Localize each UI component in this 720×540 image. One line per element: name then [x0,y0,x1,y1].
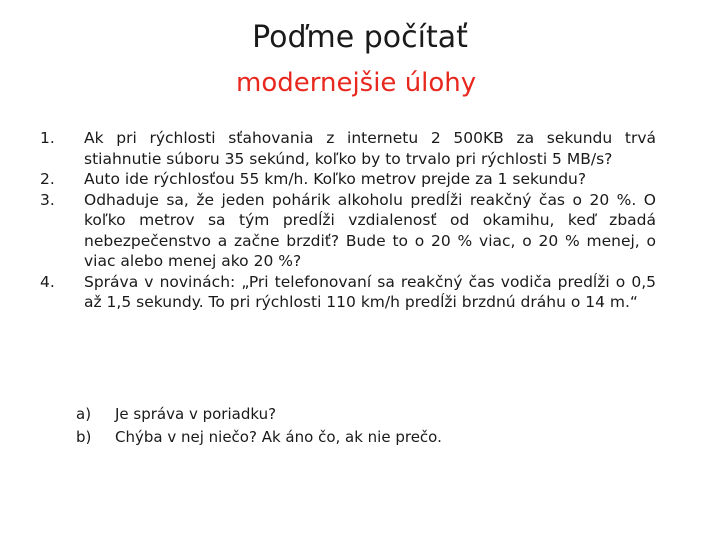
subtask-list [76,403,442,449]
task-item-4 [40,272,656,313]
subtask-item-b [76,426,442,449]
slide-subtitle: modernejšie úlohy [236,68,477,98]
subtask-text: Je správa v poriadku? [115,405,277,423]
task-list [40,128,656,313]
task-text: Správa v novinách: „Pri telefonovaní sa reakčný čas vodiča predĺži o 0,5 až 1,5 sekundy. To pri rýchlosti 110 km/h predĺži brzdnú dráhu o 14 m.“ [84,272,656,311]
slide-title: Poďme počítať [252,20,468,55]
subtask-letter: b) [76,428,92,446]
subtask-item-a [76,403,442,426]
task-item-1 [40,128,656,169]
subtask-text: Chýba v nej niečo? Ak áno čo, ak nie prečo. [115,428,442,446]
task-text: Odhaduje sa, že jeden pohárik alkoholu predĺži reakčný čas o 20 %. O koľko metrov sa tým predĺži vzdialenosť od okamihu, keď zbadá nebezpečenstvo a začne brzdiť? Bude to o 20 % viac, o 20 % menej, o viac alebo menej ako 20 %? [84,190,656,270]
subtask-letter: a) [76,405,92,423]
task-number: 4. [40,272,55,291]
task-item-3 [40,190,656,272]
task-number: 1. [40,129,55,147]
task-item-2 [40,169,656,190]
task-number: 2. [40,170,55,188]
task-text: Ak pri rýchlosti sťahovania z internetu 2 500KB za sekundu trvá stiahnutie súboru 35 sekúnd, koľko by to trvalo pri rýchlosti 5 MB/s? [84,129,656,168]
task-number: 3. [40,190,55,209]
task-text: Auto ide rýchlosťou 55 km/h. Koľko metrov prejde za 1 sekundu? [84,170,587,188]
